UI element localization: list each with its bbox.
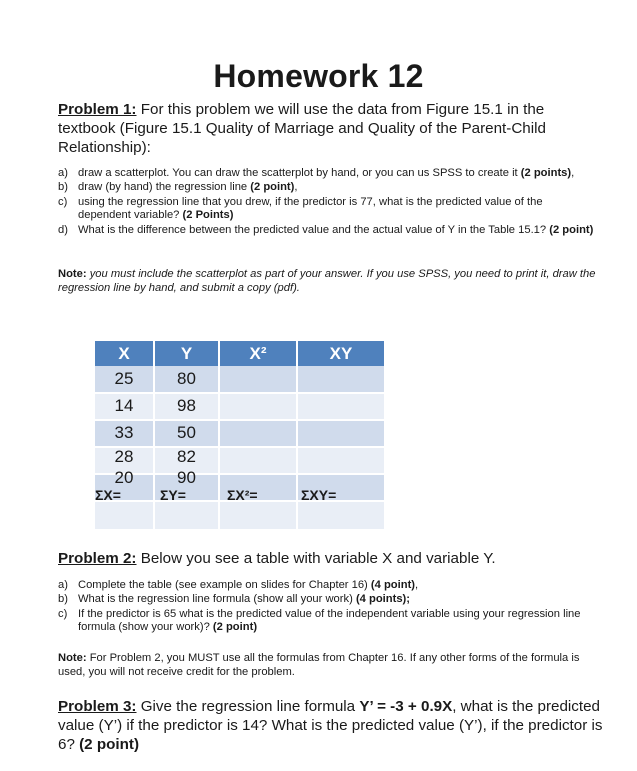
problem-3-label: Problem 3: bbox=[58, 698, 137, 715]
table-cell-y: 90 bbox=[177, 468, 196, 487]
table-header-xy: XY bbox=[298, 341, 384, 366]
list-item: d) What is the difference between the predicted value and the actual value of Y in the Table 15.1? (2 point) bbox=[58, 223, 594, 236]
table-cell-x: 28 bbox=[114, 447, 134, 466]
table-cell-x: 20 bbox=[114, 468, 134, 487]
problem-1-text: Problem 1: For this problem we will use the data from Figure 15.1 in the textbook (Figure 15.1 Quality of Marriage and Quality of the Parent-Child Relationship): bbox=[58, 101, 546, 156]
table-cell-y: 50 bbox=[177, 423, 196, 442]
table-cell-y: 98 bbox=[177, 396, 196, 415]
table-header-y: Y bbox=[155, 341, 218, 366]
regression-formula: Y’ = -3 + 0.9X bbox=[359, 698, 453, 715]
problem-3-text: Problem 3: Give the regression line formula Y’ = -3 + 0.9X, what is the predicted value (Y’) if the predictor is 14? What is the predicted value (Y’), if the predictor is 6? (2 point) bbox=[58, 698, 603, 753]
table-cell-x: 14 bbox=[114, 396, 134, 415]
list-item: c) using the regression line that you drew, if the predictor is 77, what is the predicted value of the dependent variable? (2 Points) bbox=[58, 195, 543, 222]
problem-1-note: Note: you must include the scatterplot as part of your answer. If you use SPSS, you need to print it, draw the regression line by hand, and submit a copy (pdf). bbox=[58, 268, 596, 294]
problem-2-list bbox=[58, 579, 598, 636]
problem-2-text: Problem 2: Below you see a table with variable X and variable Y. bbox=[58, 550, 496, 567]
table-sum-x2: ΣX²= bbox=[227, 487, 258, 503]
table-header-x2: X² bbox=[220, 341, 296, 366]
table-sum-y: ΣY= bbox=[160, 487, 186, 503]
problem-1-list bbox=[58, 167, 598, 238]
list-item: a) Complete the table (see example on slides for Chapter 16) (4 point), bbox=[58, 579, 419, 591]
table-cell-x: 25 bbox=[114, 369, 134, 388]
table-cell-y: 80 bbox=[177, 369, 196, 388]
table-cell-y: 82 bbox=[177, 447, 196, 466]
list-item: c) If the predictor is 65 what is the predicted value of the independent variable using your regression line formula (show your work)? (2 point) bbox=[58, 607, 581, 634]
problem-1-label: Problem 1: bbox=[58, 101, 137, 118]
table-sum-xy: ΣXY= bbox=[301, 487, 337, 503]
page-title: Homework 12 bbox=[213, 58, 424, 94]
list-item: b) What is the regression line formula (show all your work) (4 points); bbox=[58, 593, 411, 606]
list-item: a) draw a scatterplot. You can draw the scatterplot by hand, or you can us SPSS to create it (2 points), bbox=[58, 167, 575, 179]
problem-2-note: Note: For Problem 2, you MUST use all the formulas from Chapter 16. If any other forms of the formula is used, you will not receive credit for the problem. bbox=[58, 652, 580, 678]
table-sum-x: ΣX= bbox=[95, 487, 121, 503]
table-header-x: X bbox=[95, 341, 153, 366]
problem-2-label: Problem 2: bbox=[58, 550, 137, 567]
table-cell-x: 33 bbox=[114, 423, 134, 442]
list-item: b) draw (by hand) the regression line (2 point), bbox=[58, 181, 298, 194]
